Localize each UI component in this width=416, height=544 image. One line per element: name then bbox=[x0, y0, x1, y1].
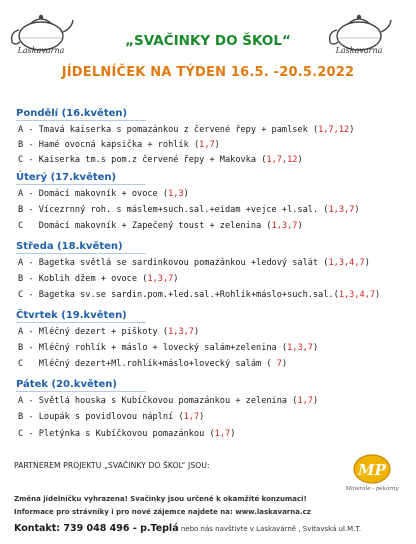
item-code: C bbox=[18, 429, 24, 439]
menu-item: B - Hamé ovocná kapsička + rohlík (1,7) bbox=[18, 140, 220, 150]
item-code: A bbox=[18, 258, 24, 268]
item-allergens: 1,7 bbox=[297, 396, 313, 406]
day-header-label: Úterý (17.květen) bbox=[16, 172, 117, 183]
item-text: Bagetka sv.se sardin.pom.+led.sal.+Rohlík+máslo+such.sal. bbox=[38, 290, 334, 300]
item-code: A bbox=[18, 125, 24, 135]
item-allergens: 1,3,7 bbox=[147, 274, 174, 284]
logo-text: Laskavarna bbox=[335, 46, 383, 55]
day-header-label: Pátek (20.květen) bbox=[16, 379, 117, 390]
item-allergens: 1,3,7 bbox=[271, 221, 298, 231]
day-header-label: Pondělí (16.květen) bbox=[16, 108, 128, 119]
day-header-wednesday bbox=[16, 241, 123, 252]
day-header-tuesday bbox=[16, 172, 116, 183]
item-text: Domácí makovník + Zapečený toust + zelenina bbox=[38, 221, 262, 231]
day-header-label: Středa (18.květen) bbox=[16, 241, 123, 252]
day-header-friday bbox=[16, 379, 117, 390]
day-header-monday bbox=[16, 108, 127, 119]
menu-item: B - Koblih džem + ovoce (1,3,7) bbox=[18, 274, 179, 284]
item-code: C bbox=[18, 221, 24, 231]
menu-item: C - Pletýnka s Kubíčkovou pomazánkou (1,7) bbox=[18, 429, 236, 439]
item-text: Bagetka světlá se sardinkovou pomazánkou +ledový salát bbox=[38, 258, 319, 268]
item-text: Hamé ovocná kapsička + rohlík bbox=[38, 140, 189, 150]
item-allergens: 1,3,7 bbox=[328, 205, 355, 215]
item-code: B bbox=[18, 343, 24, 353]
day-header-label: Čtvrtek (19.květen) bbox=[16, 310, 127, 321]
week-title: JÍDELNÍČEK NA TÝDEN 16.5. -20.5.2022 bbox=[61, 65, 355, 80]
item-code: C bbox=[18, 155, 24, 165]
partner-logo-subtitle: Minerale - pekárny bbox=[345, 486, 399, 492]
item-text: Loupák s povidlovou náplní bbox=[38, 412, 174, 422]
item-allergens: 1,7 bbox=[183, 412, 200, 422]
item-code: B bbox=[18, 274, 24, 284]
notice-line-2: Informace pro strávníky i pro nové zájemce najdete na: www.laskavarna.cz bbox=[14, 508, 311, 516]
item-text: Domácí makovník + ovoce bbox=[38, 189, 158, 199]
partner-logo bbox=[352, 452, 392, 486]
menu-item: B - Vícezrnný roh. s máslem+such.sal.+eidam +vejce +l.sal. (1,3,7) bbox=[18, 205, 360, 215]
logo-text: Laskavarna bbox=[17, 46, 65, 55]
menu-item: A - Tmavá kaiserka s pomazánkou z červené řepy + pamlsek (1,7,12) bbox=[18, 125, 355, 135]
menu-item: B - Loupák s povidlovou náplní (1,7) bbox=[18, 412, 205, 422]
item-allergens: 1,3,4,7 bbox=[338, 290, 376, 300]
item-allergens: 1,7 bbox=[214, 429, 231, 439]
item-text: Mléčný rohlík + máslo + lovecký salám+zelenina bbox=[38, 343, 277, 353]
item-text: Tmavá kaiserka s pomazánkou z červené řepy + pamlsek bbox=[38, 125, 308, 135]
item-text: Mléčný dezert+Ml.rohlík+máslo+lovecký salám bbox=[38, 359, 262, 369]
item-allergens: 1,3,7 bbox=[168, 327, 194, 337]
item-allergens: 7 bbox=[276, 359, 282, 369]
item-code: C bbox=[18, 290, 24, 300]
menu-item: A - Mléčný dezert + piškoty (1,3,7) bbox=[18, 327, 200, 337]
day-header-thursday bbox=[16, 310, 127, 321]
page-title: „SVAČINKY DO ŠKOL“ bbox=[125, 33, 291, 49]
item-text: Kaiserka tm.s pom.z červené řepy + Makovka bbox=[38, 155, 257, 165]
item-allergens: 1,3,4,7 bbox=[328, 258, 365, 268]
mp-logo-icon bbox=[352, 452, 392, 486]
item-code: C bbox=[18, 359, 24, 369]
menu-item: C - Bagetka sv.se sardin.pom.+led.sal.+Rohlík+máslo+such.sal.(1,3,4,7) bbox=[18, 290, 381, 300]
menu-item: B - Mléčný rohlík + máslo + lovecký salám+zelenina (1,3,7) bbox=[18, 343, 319, 353]
mp-logo-letters: MP bbox=[358, 461, 386, 479]
item-code: A bbox=[18, 396, 24, 406]
item-allergens: 1,7,12 bbox=[266, 155, 298, 165]
contact-line bbox=[14, 523, 361, 534]
menu-item: C - Kaiserka tm.s pom.z červené řepy + Makovka (1,7,12) bbox=[18, 155, 303, 165]
menu-item: C Domácí makovník + Zapečený toust + zelenina (1,3,7) bbox=[18, 221, 303, 231]
item-allergens: 1,7,12 bbox=[318, 125, 350, 135]
menu-item: A - Světlá houska s Kubíčkovou pomazánkou + zelenina (1,7) bbox=[18, 396, 319, 406]
item-code: B bbox=[18, 205, 24, 215]
item-code: B bbox=[18, 140, 24, 150]
notice-line-1: Změna jídelníčku vyhrazena! Svačinky jsou určené k okamžité konzumaci! bbox=[14, 495, 307, 503]
item-text: Mléčný dezert + piškoty bbox=[38, 327, 158, 337]
item-text: Vícezrnný roh. s máslem+such.sal.+eidam +vejce +l.sal. bbox=[38, 205, 319, 215]
item-allergens: 1,3,7 bbox=[287, 343, 313, 353]
contact-address: nebo nás navštivte v Laskavárně , Svitavská ul.M.T. bbox=[178, 525, 362, 533]
item-text: Pletýnka s Kubíčkovou pomazánkou bbox=[38, 429, 205, 439]
item-text: Světlá houska s Kubíčkovou pomazánkou + zelenina bbox=[38, 396, 288, 406]
item-allergens: 1,7 bbox=[199, 140, 215, 150]
menu-item: A - Domácí makovník + ovoce (1,3) bbox=[18, 189, 189, 199]
partner-text: PARTNEREM PROJEKTU „SVAČINKY DO ŠKOL“ JSOU: bbox=[14, 461, 210, 470]
item-code: B bbox=[18, 412, 24, 422]
item-allergens: 1,3 bbox=[168, 189, 184, 199]
item-code: A bbox=[18, 327, 24, 337]
item-code: A bbox=[18, 189, 24, 199]
menu-item: C Mléčný dezert+Ml.rohlík+máslo+lovecký salám ( 7) bbox=[18, 359, 288, 369]
menu-item: A - Bagetka světlá se sardinkovou pomazánkou +ledový salát (1,3,4,7) bbox=[18, 258, 370, 268]
contact-phone: Kontakt: 739 048 496 - p.Teplá bbox=[14, 523, 179, 534]
item-text: Koblih džem + ovoce bbox=[38, 274, 138, 284]
